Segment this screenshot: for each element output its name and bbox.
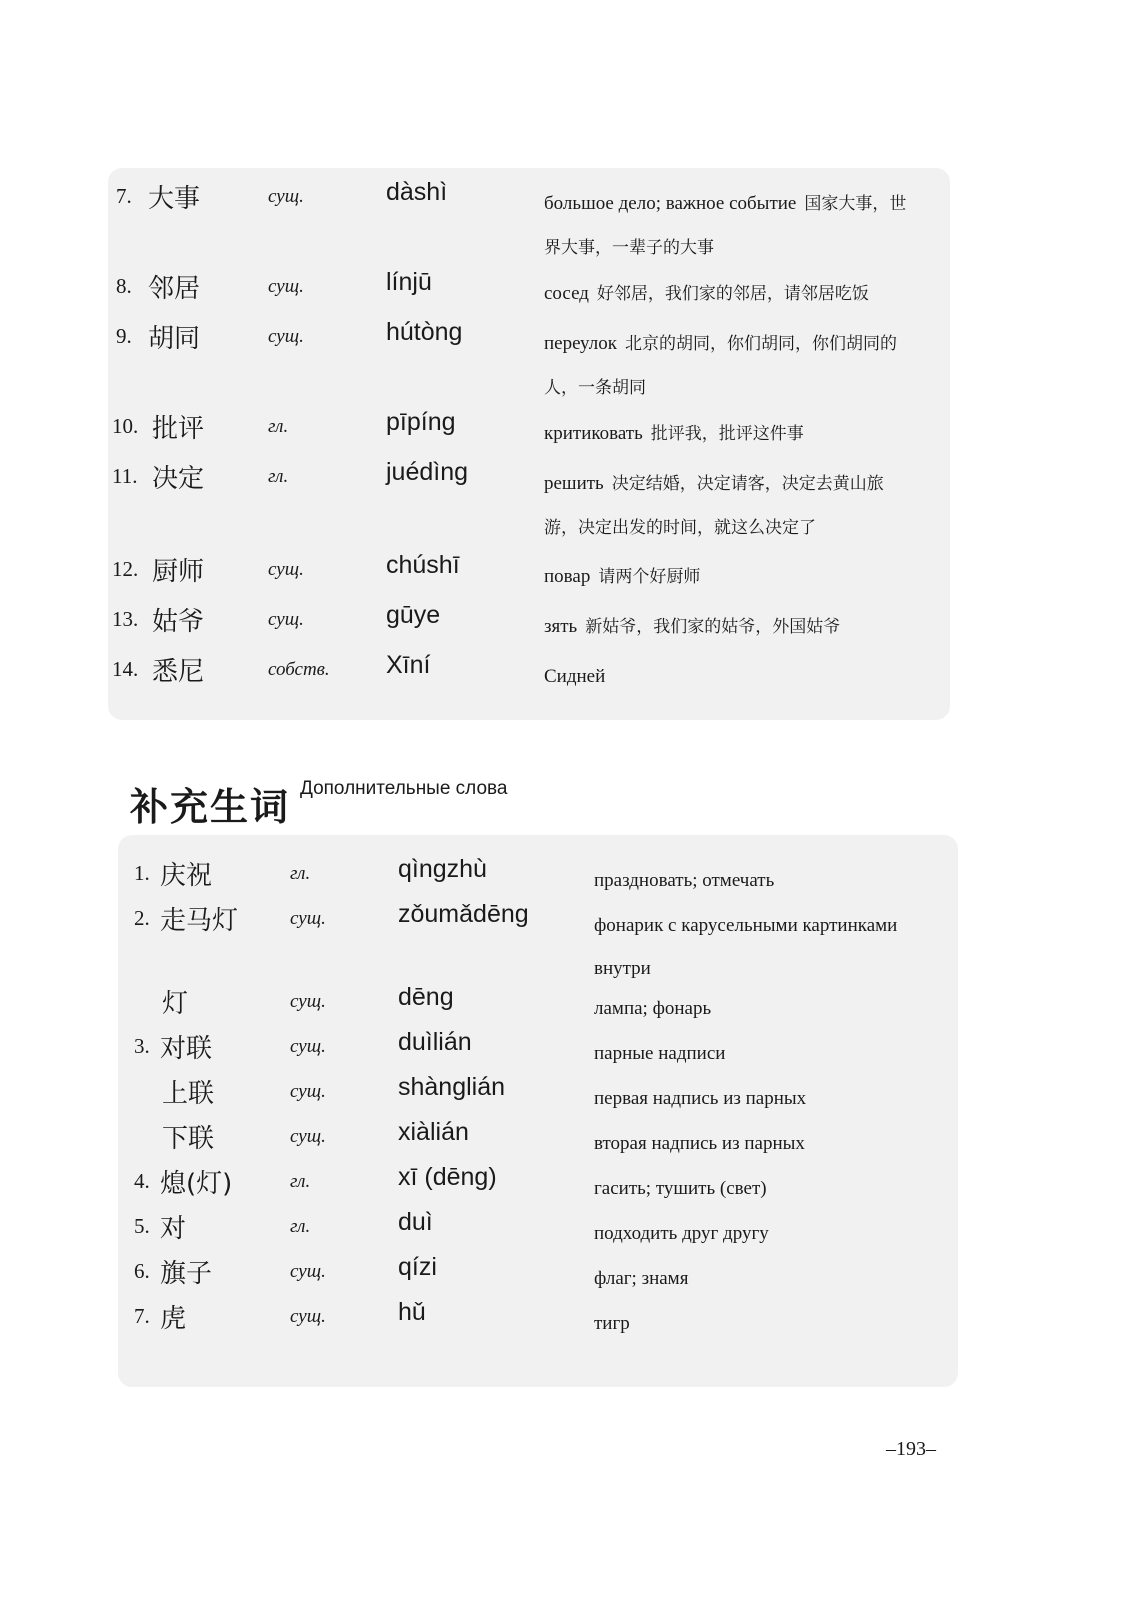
entry-definition: флаг; знамя (594, 1268, 689, 1289)
entry-part-of-speech: сущ. (290, 908, 326, 929)
entry-definition (544, 412, 914, 456)
entry-number: 9. (116, 324, 132, 348)
entry-part-of-speech: собств. (268, 659, 330, 680)
entry-part-of-speech: сущ. (268, 276, 304, 297)
entry-definition: тигр (594, 1313, 630, 1334)
entry-definition: первая надпись из парных (594, 1088, 807, 1109)
entry-part-of-speech: сущ. (290, 1126, 326, 1147)
entry-number: 8. (116, 274, 132, 298)
entry-part-of-speech: сущ. (290, 1306, 326, 1327)
entry-definition (544, 555, 914, 599)
entry-hanzi: 悉尼 (152, 657, 205, 687)
usage-examples: 请两个好厨师 (598, 567, 701, 587)
entry-hanzi: 走马灯 (160, 906, 239, 936)
entry-number: 3. (134, 1034, 150, 1058)
entry-pinyin: gūye (386, 601, 441, 629)
entry-hanzi: 上联 (162, 1079, 215, 1109)
entry-number: 4. (134, 1169, 150, 1193)
entry-pinyin: shànglián (398, 1073, 506, 1101)
entry-part-of-speech: гл. (290, 1216, 311, 1237)
entry-definition (544, 462, 914, 550)
entry-hanzi: 姑爷 (152, 607, 205, 637)
entry-part-of-speech: гл. (290, 863, 311, 884)
entry-number: 12. (112, 557, 139, 581)
entry-hanzi: 胡同 (148, 324, 201, 354)
usage-examples: 好邻居，我们家的邻居，请邻居吃饭 (596, 284, 869, 304)
entry-pinyin: dēng (398, 983, 454, 1011)
entry-definition: гасить; тушить (свет) (594, 1178, 767, 1199)
entry-number: 2. (134, 906, 150, 930)
usage-examples: 新姑爷，我们家的姑爷，外国姑爷 (585, 617, 841, 637)
entry-definition: праздновать; отмечать (594, 870, 775, 891)
entry-hanzi: 虎 (160, 1304, 187, 1334)
entry-definition: вторая надпись из парных (594, 1133, 805, 1154)
definition-text: большое дело; важное событие (544, 193, 797, 214)
entry-pinyin: Xīní (386, 651, 431, 679)
vocabulary-table (108, 168, 950, 720)
entry-definition: фонарик с карусельными картинками внутри (594, 915, 898, 979)
page-number: –193– (886, 1438, 936, 1460)
entry-number: 7. (116, 184, 132, 208)
entry-pinyin: línjū (386, 268, 432, 296)
supplementary-vocabulary-table (118, 835, 958, 1387)
entry-part-of-speech: гл. (268, 466, 289, 487)
entry-definition: парные надписи (594, 1043, 726, 1064)
usage-examples: 国家大事，世界大事，一辈子的大事 (544, 194, 907, 258)
definition-text: решить (544, 473, 604, 494)
entry-part-of-speech: гл. (268, 416, 289, 437)
entry-part-of-speech: сущ. (290, 1081, 326, 1102)
entry-pinyin: duìlián (398, 1028, 472, 1056)
entry-definition (544, 182, 914, 270)
section-title: 补充生词 (130, 785, 291, 829)
entry-hanzi: 邻居 (148, 274, 201, 304)
entry-part-of-speech: сущ. (268, 326, 304, 347)
entry-hanzi: 大事 (148, 184, 201, 214)
entry-hanzi: 批评 (152, 414, 205, 444)
entry-hanzi: 庆祝 (160, 861, 213, 891)
definition-text: переулок (544, 333, 617, 354)
usage-examples: 决定结婚，决定请客，决定去黄山旅游，决定出发的时间，就这么决定了 (544, 474, 884, 538)
entry-definition (544, 322, 914, 410)
entry-pinyin: xiàlián (398, 1118, 469, 1146)
entry-number: 11. (112, 464, 138, 488)
definition-text: Сидней (544, 666, 606, 687)
entry-definition: лампа; фонарь (594, 998, 712, 1019)
definition-text: сосед (544, 283, 589, 304)
entry-number: 7. (134, 1304, 150, 1328)
section-subtitle: Дополнительные слова (300, 778, 508, 799)
definition-text: повар (544, 566, 591, 587)
entry-definition (544, 655, 914, 699)
entry-part-of-speech: сущ. (268, 186, 304, 207)
entry-number: 13. (112, 607, 139, 631)
entry-definition (544, 272, 914, 316)
entry-hanzi: 下联 (162, 1124, 215, 1154)
entry-number: 10. (112, 414, 139, 438)
definition-text: зять (544, 616, 578, 637)
entry-part-of-speech: сущ. (290, 1261, 326, 1282)
entry-hanzi: 灯 (162, 989, 189, 1019)
entry-pinyin: juédìng (386, 458, 469, 486)
entry-hanzi: 旗子 (160, 1259, 213, 1289)
entry-pinyin: qìngzhù (398, 855, 487, 883)
entry-part-of-speech: гл. (290, 1171, 311, 1192)
entry-number: 5. (134, 1214, 150, 1238)
entry-pinyin: qízi (398, 1253, 437, 1281)
entry-number: 14. (112, 657, 139, 681)
entry-part-of-speech: сущ. (290, 991, 326, 1012)
entry-pinyin: duì (398, 1208, 433, 1236)
entry-number: 6. (134, 1259, 150, 1283)
definition-text: критиковать (544, 423, 643, 444)
entry-part-of-speech: сущ. (290, 1036, 326, 1057)
entry-hanzi: 熄(灯) (160, 1169, 233, 1199)
entry-definition (544, 605, 914, 649)
entry-pinyin: xī (dēng) (398, 1163, 497, 1191)
entry-pinyin: zǒumǎdēng (398, 900, 529, 928)
entry-hanzi: 决定 (152, 464, 205, 494)
usage-examples: 批评我，批评这件事 (650, 424, 804, 444)
entry-definition: подходить друг другу (594, 1223, 769, 1244)
usage-examples: 北京的胡同，你们胡同，你们胡同的人，一条胡同 (544, 334, 897, 398)
entry-hanzi: 对 (160, 1214, 187, 1244)
entry-pinyin: hǔ (398, 1298, 426, 1326)
entry-part-of-speech: сущ. (268, 559, 304, 580)
entry-pinyin: dàshì (386, 178, 448, 206)
entry-hanzi: 厨师 (152, 557, 205, 587)
entry-part-of-speech: сущ. (268, 609, 304, 630)
entry-pinyin: hútòng (386, 318, 463, 346)
entry-pinyin: chúshī (386, 551, 460, 579)
entry-pinyin: pīpíng (386, 408, 456, 436)
entry-hanzi: 对联 (160, 1034, 213, 1064)
entry-number: 1. (134, 861, 150, 885)
